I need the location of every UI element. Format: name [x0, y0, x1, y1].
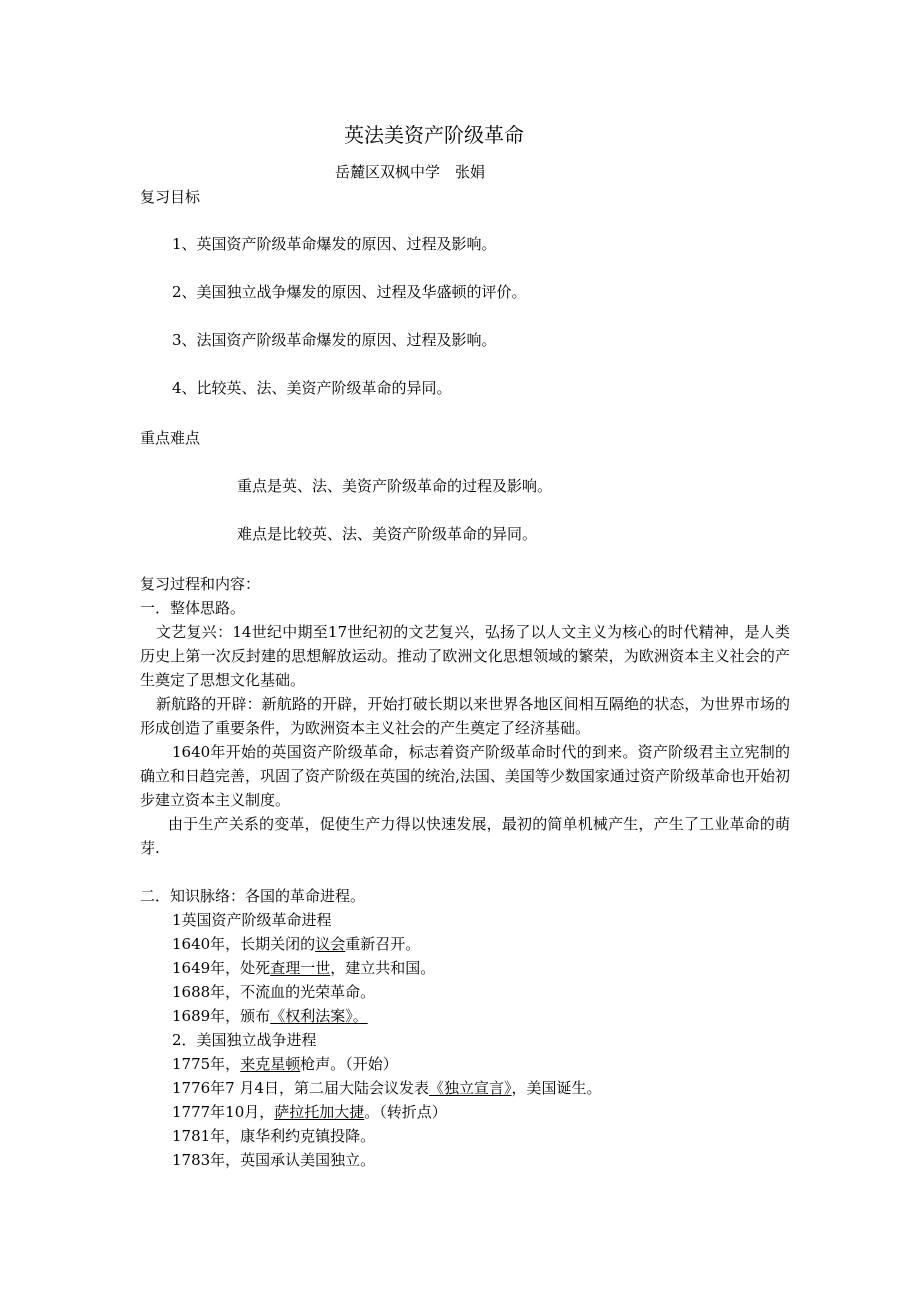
- timeline-event: 1649年，处死查理一世，建立共和国。: [172, 959, 436, 977]
- section2-heading: 二．知识脉络：各国的革命进程。: [140, 887, 366, 905]
- timeline-event: 1776年7 月4日，第二届大陆会议发表《独立宣言》，美国诞生。: [172, 1079, 602, 1097]
- timeline-event: 1783年，英国承认美国独立。: [172, 1151, 376, 1169]
- timeline-event: 1688年，不流血的光荣革命。: [172, 983, 376, 1001]
- keypoints-heading: 重点难点: [140, 429, 201, 447]
- paragraph-new-routes: 新航路的开辟：新航路的开辟，开始打破长期以来世界各地区间相互隔绝的状态，为世界市场的形成创造了重要条件，为欧洲资本主义社会的产生奠定了经济基础。: [140, 695, 790, 737]
- paragraph-english-revolution: 1640年开始的英国资产阶级革命，标志着资产阶级革命时代的到来。资产阶级君主立宪制的确立和日趋完善，巩固了资产阶级在英国的统治,法国、美国等少数国家通过资产阶级革命也开始初步建立资本主义制度。: [140, 743, 790, 809]
- author-line: 岳麓区双枫中学 张娟: [334, 163, 485, 181]
- england-heading: 1英国资产阶级革命进程: [172, 911, 332, 929]
- america-heading: 2．美国独立战争进程: [172, 1031, 317, 1049]
- paragraph-industrial: 由于生产关系的变革，促使生产力得以快速发展，最初的简单机械产生，产生了工业革命的萌芽.: [140, 815, 790, 857]
- goal-item: 3、法国资产阶级革命爆发的原因、过程及影响。: [172, 331, 497, 349]
- keypoint-item: 难点是比较英、法、美资产阶级革命的异同。: [237, 525, 538, 543]
- goal-item: 2、美国独立战争爆发的原因、过程及华盛顿的评价。: [172, 283, 527, 301]
- paragraph-renaissance: 文艺复兴：14世纪中期至17世纪初的文艺复兴，弘扬了以人文主义为核心的时代精神，是人类历史上第一次反封建的思想解放运动。推动了欧洲文化思想领域的繁荣，为欧洲资本主义社会的产生奠定了思想文化基础。: [140, 623, 790, 689]
- goals-heading: 复习目标: [140, 188, 201, 206]
- timeline-event: 1777年10月，萨拉托加大捷。（转折点）: [172, 1103, 447, 1121]
- goal-item: 4、比较英、法、美资产阶级革命的异同。: [172, 379, 452, 397]
- timeline-event: 1689年，颁布《权利法案》。: [172, 1007, 368, 1025]
- process-heading: 复习过程和内容：: [140, 575, 261, 593]
- keypoint-item: 重点是英、法、美资产阶级革命的过程及影响。: [237, 477, 553, 495]
- section1-heading: 一．整体思路。: [140, 599, 246, 617]
- timeline-event: 1640年，长期关闭的议会重新召开。: [172, 935, 421, 953]
- timeline-event: 1775年，来克星顿枪声。（开始）: [172, 1055, 398, 1073]
- goal-item: 1、英国资产阶级革命爆发的原因、过程及影响。: [172, 235, 497, 253]
- timeline-event: 1781年，康华利约克镇投降。: [172, 1127, 376, 1145]
- page-title: 英法美资产阶级革命: [344, 123, 524, 147]
